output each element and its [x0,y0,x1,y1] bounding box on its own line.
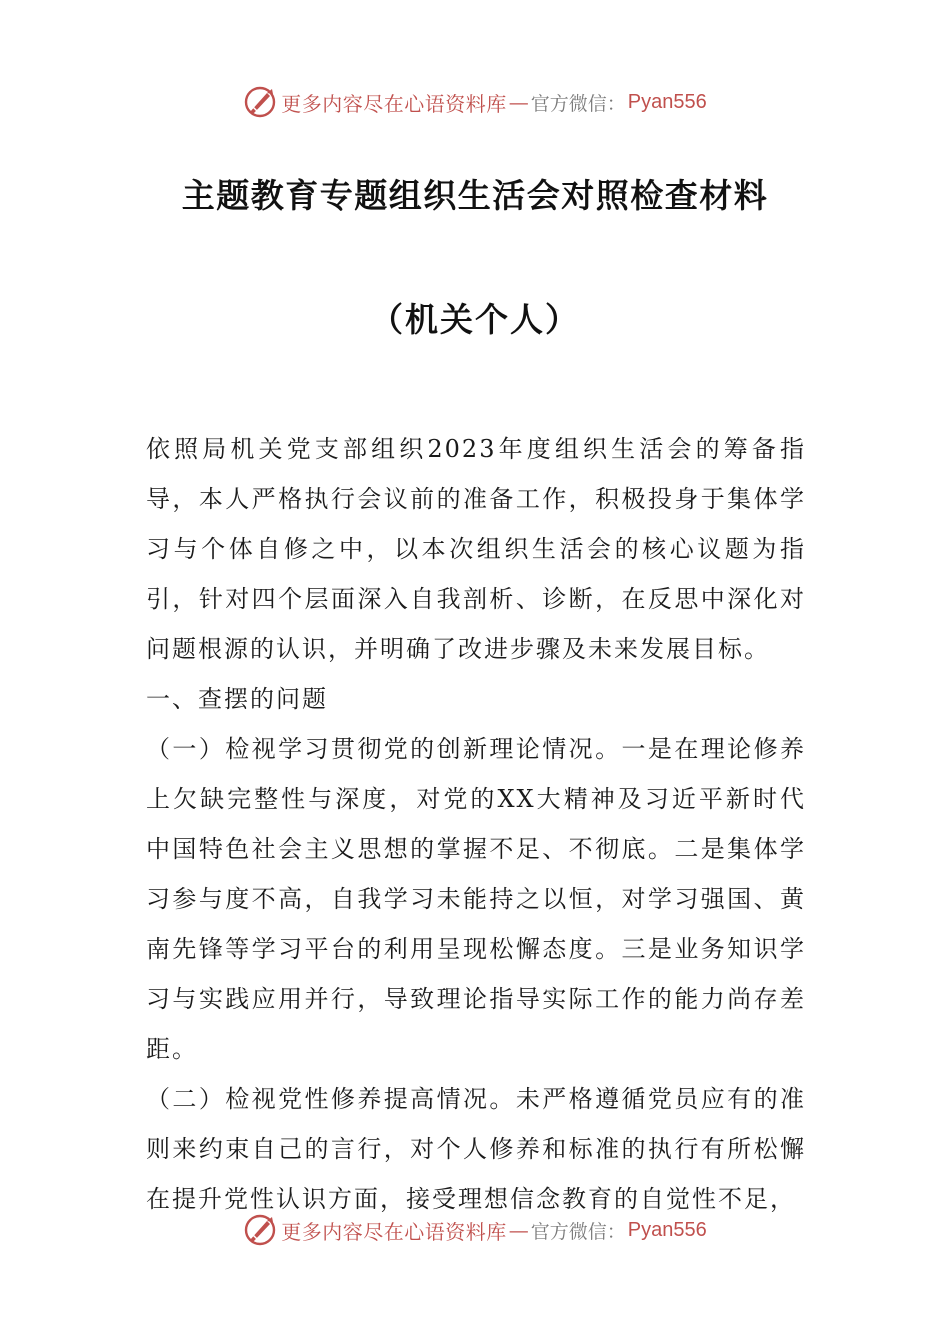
watermark-banner-bottom [0,1210,950,1250]
paragraph-item-1: （一）检视学习贯彻党的创新理论情况。一是在理论修养上欠缺完整性与深度，对党的XX大精神及习近平新时代中国特色社会主义思想的掌握不足、不彻底。二是集体学习参与度不高，自我学习未能持之以恒，对学习强国、黄南先锋等学习平台的利用呈现松懈态度。三是业务知识学习与实践应用并行，导致理论指导实际工作的能力尚存差距。 [146,735,806,1063]
quill-pen-logo-icon [243,1213,277,1247]
watermark-wechat-id: Pyan556 [627,1218,707,1241]
quill-pen-logo-icon [243,85,277,119]
paragraph-intro: 依照局机关党支部组织2023年度组织生活会的筹备指导，本人严格执行会议前的准备工作，积极投身于集体学习与个体自修之中，以本次组织生活会的核心议题为指引，针对四个层面深入自我剖析、诊断，在反思中深化对问题根源的认识，并明确了改进步骤及未来发展目标。 [146,435,806,663]
section-heading: 一、查摆的问题 [146,685,328,713]
paragraph-item-2: （二）检视党性修养提高情况。未严格遵循党员应有的准则来约束自己的言行，对个人修养和标准的执行有所松懈在提升党性认识方面，接受理想信念教育的自觉性不足， [146,1085,806,1213]
watermark-wechat-id: Pyan556 [627,90,707,113]
watermark-dash: — [508,1218,529,1242]
document-title: 主题教育专题组织生活会对照检查材料 [181,176,769,215]
watermark-dash: — [508,90,529,114]
watermark-official-label: 官方微信： [530,1220,626,1243]
watermark-brand: 更多内容尽在心语资料库 [281,1219,507,1244]
watermark-banner-top [0,82,950,122]
document-body [146,424,806,1224]
document-subtitle: （机关个人） [370,300,580,339]
watermark-brand: 更多内容尽在心语资料库 [281,91,507,116]
watermark-official-label: 官方微信： [530,92,626,115]
